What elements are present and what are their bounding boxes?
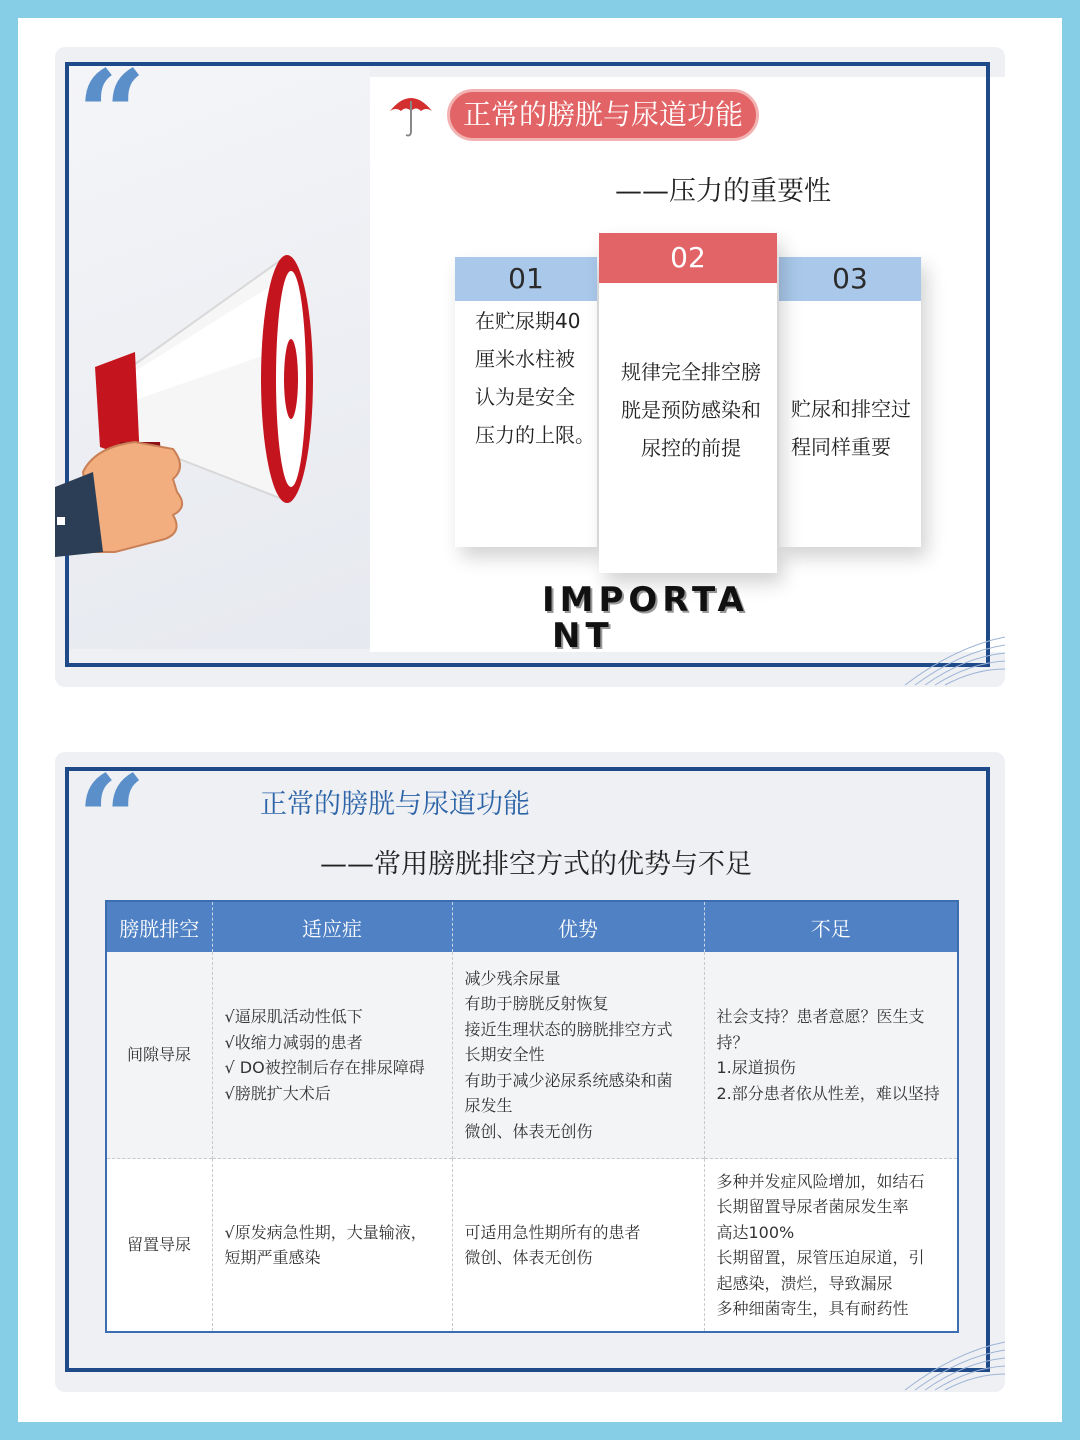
important-wordart xyxy=(542,582,852,654)
cell-line: 接近生理状态的膀胱排空方式 xyxy=(464,1019,673,1039)
row-name: 间隙导尿 xyxy=(106,952,212,1159)
cell-line: √逼尿肌活动性低下 xyxy=(224,1007,363,1026)
cell-line: 尿发生 xyxy=(464,1096,513,1116)
card-line: 胱是预防感染和 xyxy=(621,398,761,422)
slide-subtitle: ——压力的重要性 xyxy=(615,176,831,207)
table-row xyxy=(106,1159,958,1333)
cell-line: 多种并发症风险增加，如结石 xyxy=(716,1171,925,1191)
disadvantages-cell xyxy=(704,1159,958,1333)
cell-line: 高达100% xyxy=(716,1222,795,1242)
slide-pressure xyxy=(55,44,1005,687)
card-text xyxy=(475,302,595,454)
cell-line: 长期留置导尿者菌尿发生率 xyxy=(716,1197,909,1216)
cell-line: 可适用急性期所有的患者 xyxy=(464,1222,641,1242)
decorative-lines-icon xyxy=(895,607,1005,687)
card-line: 认为是安全 xyxy=(475,385,575,409)
card-number: 03 xyxy=(779,257,921,301)
card-line: 在贮尿期40 xyxy=(475,309,581,333)
megaphone-icon xyxy=(55,217,385,557)
table-header-row xyxy=(106,901,958,952)
slide-subtitle: ——常用膀胱排空方式的优势与不足 xyxy=(320,849,752,880)
indications-cell xyxy=(212,1159,452,1333)
slide-emptying-methods xyxy=(55,749,1005,1392)
cell-line: √收缩力减弱的患者 xyxy=(224,1032,363,1052)
decorative-lines-icon xyxy=(895,1312,1005,1392)
column-header: 不足 xyxy=(704,901,958,952)
quote-mark-icon: “ xyxy=(77,44,133,185)
card-line: 规律完全排空膀 xyxy=(621,360,761,384)
column-header: 膀胱排空 xyxy=(106,901,212,952)
row-name: 留置导尿 xyxy=(106,1159,212,1333)
cell-line: 短期严重感染 xyxy=(224,1248,321,1267)
card-line: 尿控的前提 xyxy=(641,436,741,460)
card-line: 压力的上限。 xyxy=(475,423,595,447)
card-01 xyxy=(455,257,597,547)
table-row xyxy=(106,952,958,1159)
cell-line: √ DO被控制后存在排尿障碍 xyxy=(224,1058,425,1077)
cell-line: 起感染，溃烂，导致漏尿 xyxy=(716,1273,893,1293)
comparison-table xyxy=(105,900,959,1333)
card-number: 02 xyxy=(599,233,777,283)
cell-line: 长期安全性 xyxy=(464,1045,545,1065)
slide-title: 正常的膀胱与尿道功能 xyxy=(447,89,759,141)
card-line: 程同样重要 xyxy=(791,435,891,459)
column-header: 优势 xyxy=(452,901,704,952)
cell-line: √原发病急性期，大量输液， xyxy=(224,1222,427,1242)
cell-line: √膀胱扩大术后 xyxy=(224,1083,331,1103)
card-text xyxy=(621,353,761,467)
cell-line: 长期留置，尿管压迫尿道，引 xyxy=(716,1248,925,1267)
card-02 xyxy=(599,233,777,573)
important-line: IMPORTA xyxy=(542,580,749,620)
advantages-cell xyxy=(452,952,704,1159)
indications-cell xyxy=(212,952,452,1159)
cell-line: 持？ xyxy=(716,1032,749,1052)
card-03 xyxy=(779,257,921,547)
card-number: 01 xyxy=(455,257,597,301)
advantages-cell xyxy=(452,1159,704,1333)
important-line: NT xyxy=(552,616,614,656)
cell-line: 减少残余尿量 xyxy=(464,968,561,988)
card-line: 贮尿和排空过 xyxy=(791,397,911,421)
cell-line: 多种细菌寄生，具有耐药性 xyxy=(716,1299,909,1318)
card-line: 厘米水柱被 xyxy=(475,347,575,371)
column-header: 适应症 xyxy=(212,901,452,952)
cell-line: 微创、体表无创伤 xyxy=(464,1248,593,1267)
cell-line: 有助于膀胱反射恢复 xyxy=(464,994,609,1014)
cell-line: 微创、体表无创伤 xyxy=(464,1121,593,1141)
disadvantages-cell xyxy=(704,952,958,1159)
card-text xyxy=(791,390,916,466)
cell-line: 有助于减少泌尿系统感染和菌 xyxy=(464,1070,673,1090)
cell-line: 1.尿道损伤 xyxy=(716,1058,796,1077)
cell-line: 社会支持？患者意愿？医生支 xyxy=(716,1007,925,1026)
quote-mark-icon: “ xyxy=(77,749,133,890)
umbrella-icon xyxy=(388,89,434,139)
cell-line: 2.部分患者依从性差，难以坚持 xyxy=(716,1083,940,1103)
slide-title: 正常的膀胱与尿道功能 xyxy=(260,789,530,820)
